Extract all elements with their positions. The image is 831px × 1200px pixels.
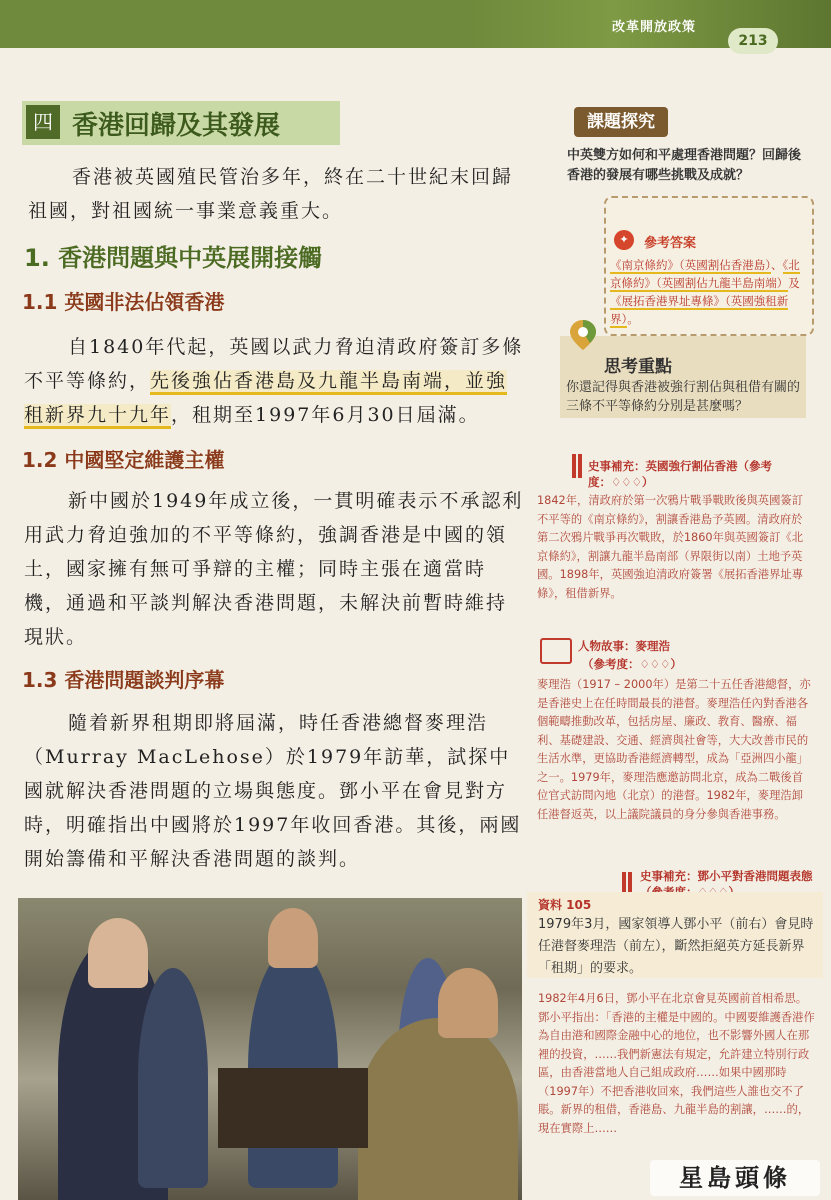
answer-icon: ✦ — [614, 230, 634, 250]
intro-paragraph: 香港被英國殖民管治多年，終在二十世紀末回歸祖國，對祖國統一事業意義重大。 — [28, 166, 514, 222]
paragraph-1-1-text-b: ，租期至1997年6月30日屆滿。 — [171, 404, 480, 426]
answer-text — [610, 256, 806, 328]
book-icon — [540, 638, 572, 664]
heading-1-1: 1.1 英國非法佔領香港 — [22, 290, 225, 314]
answer-item: （英國割佔九龍半島南端） — [656, 276, 789, 290]
answer-sep: 。 — [627, 312, 639, 326]
section-number: 四 — [26, 105, 60, 139]
watermark-logo: 星島頭條 — [650, 1160, 820, 1196]
red-marker — [578, 454, 582, 478]
think-text: 你還記得與香港被強行割佔與租借有關的三條不平等條約分別是甚麼嗎？ — [566, 380, 801, 414]
map-pin-icon — [566, 318, 600, 352]
tea-table — [218, 1068, 368, 1148]
quote-text: 1982年4月6日，鄧小平在北京會見英國前首相希思。鄧小平指出：「香港的主權是中國的。中國要維護香港作為自由港和國際金融中心的地位，也不影響外國人在那裡的投資，……我們新憲法有規定，允許建立特別行政區，由香港當地人自己組成政府……如果中國那時（1997年）不把香港收回來，我們這些人誰也交不了賬。新界的租借，香港島、九龍半島的割讓，……的，現在實際上…… — [538, 992, 815, 1135]
historical-photo — [18, 898, 522, 1200]
history-tag-1: 史事補充：英國強行割佔香港（參考度：♢♢♢） — [588, 459, 772, 489]
person-tag: 人物故事：麥理浩 — [578, 639, 670, 653]
paragraph-1-2: 新中國於1949年成立後，一貫明確表示不承認利用武力脅迫強加的不平等條約，強調香港是中國的領土，國家擁有無可爭辯的主權；同時主張在適當時機，通過和平談判解決香港問題，未解決前暫時維持現狀。 — [24, 490, 524, 648]
source-label: 資料 105 — [538, 898, 592, 912]
heading-1-2: 1.2 中國堅定維護主權 — [22, 448, 225, 472]
paragraph-1-3: 隨着新界租期即將屆滿，時任香港總督麥理浩（Murray MacLehose）於1979年訪華，試探中國就解決香港問題的立場與態度。鄧小平在會見對方時，明確指出中國將於1997年收回香港。其後，兩國開始籌備和平解決香港問題的談判。 — [24, 712, 522, 870]
answer-item: （英國割佔香港島） — [679, 258, 771, 272]
red-marker — [572, 454, 576, 478]
topic-question: 中英雙方如何和平處理香港問題？回歸後香港的發展有哪些挑戰及成就？ — [567, 148, 802, 183]
history-text-1: 1842年，清政府於第一次鴉片戰爭戰敗後與英國簽訂不平等的《南京條約》，割讓香港島予英國。清政府於第二次鴉片戰爭再次戰敗，於1860年與英國簽訂《北京條約》，割讓九龍半島南部（界限街以南）土地予英國。1898年，英國強迫清政府簽署《展拓香港界址專條》，租借新界。 — [537, 494, 803, 600]
answer-title: 參考答案 — [644, 236, 697, 251]
paragraph-1-1 — [24, 330, 524, 432]
answer-item: 《北京條約》 — [610, 258, 800, 290]
answer-item: 《展拓香港界址專條》 — [610, 294, 725, 308]
answer-sep: 、 — [771, 258, 783, 272]
answer-sep: 及 — [788, 276, 800, 290]
section-title: 香港回歸及其發展 — [72, 111, 281, 141]
person-text: 麥理浩（1917 – 2000年）是第二十五任香港總督，亦是香港史上在任時間最長的港督。麥理浩任內對香港各個範疇推動改革，包括房屋、廉政、教育、醫療、福利、基礎建設、交通、經濟與社會等，大大改善市民的生活水準，更協助香港經濟轉型，成為「亞洲四小龍」之一。1979年，麥理浩應邀訪問北京，成為二戰後首位官式訪問內地（北京）的港督。1982年，麥理浩卸任港督返英，以上議院議員的身分參與香港事務。 — [537, 678, 811, 821]
history-tag-2: 史事補充：鄧小平對香港問題表態 — [640, 869, 813, 883]
person-rating: （參考度：♢♢♢） — [582, 657, 682, 671]
think-title: 思考重點 — [604, 357, 672, 377]
page-number: 213 — [728, 28, 778, 54]
answer-item: （英國強租新界） — [610, 294, 789, 326]
topic-tag: 課題探究 — [574, 107, 668, 137]
subsection-heading-1: 1. 香港問題與中英展開接觸 — [24, 244, 323, 272]
heading-1-3: 1.3 香港問題談判序幕 — [22, 668, 225, 692]
answer-item: 《南京條約》 — [610, 258, 679, 272]
header-bar — [0, 0, 831, 48]
source-caption: 1979年3月，國家領導人鄧小平（前右）會見時任港督麥理浩（前左），斷然拒絕英方延長新界「租期」的要求。 — [538, 917, 814, 976]
chapter-title: 改革開放政策 — [612, 20, 697, 35]
paragraph-1-1-text-a: 自1840年代起，英國以武力脅迫清政府簽訂多條不平等條約， — [24, 336, 524, 392]
highlighted-text: 先後強佔香港島及九龍半島南端，並強租新界九十九年 — [24, 370, 507, 429]
